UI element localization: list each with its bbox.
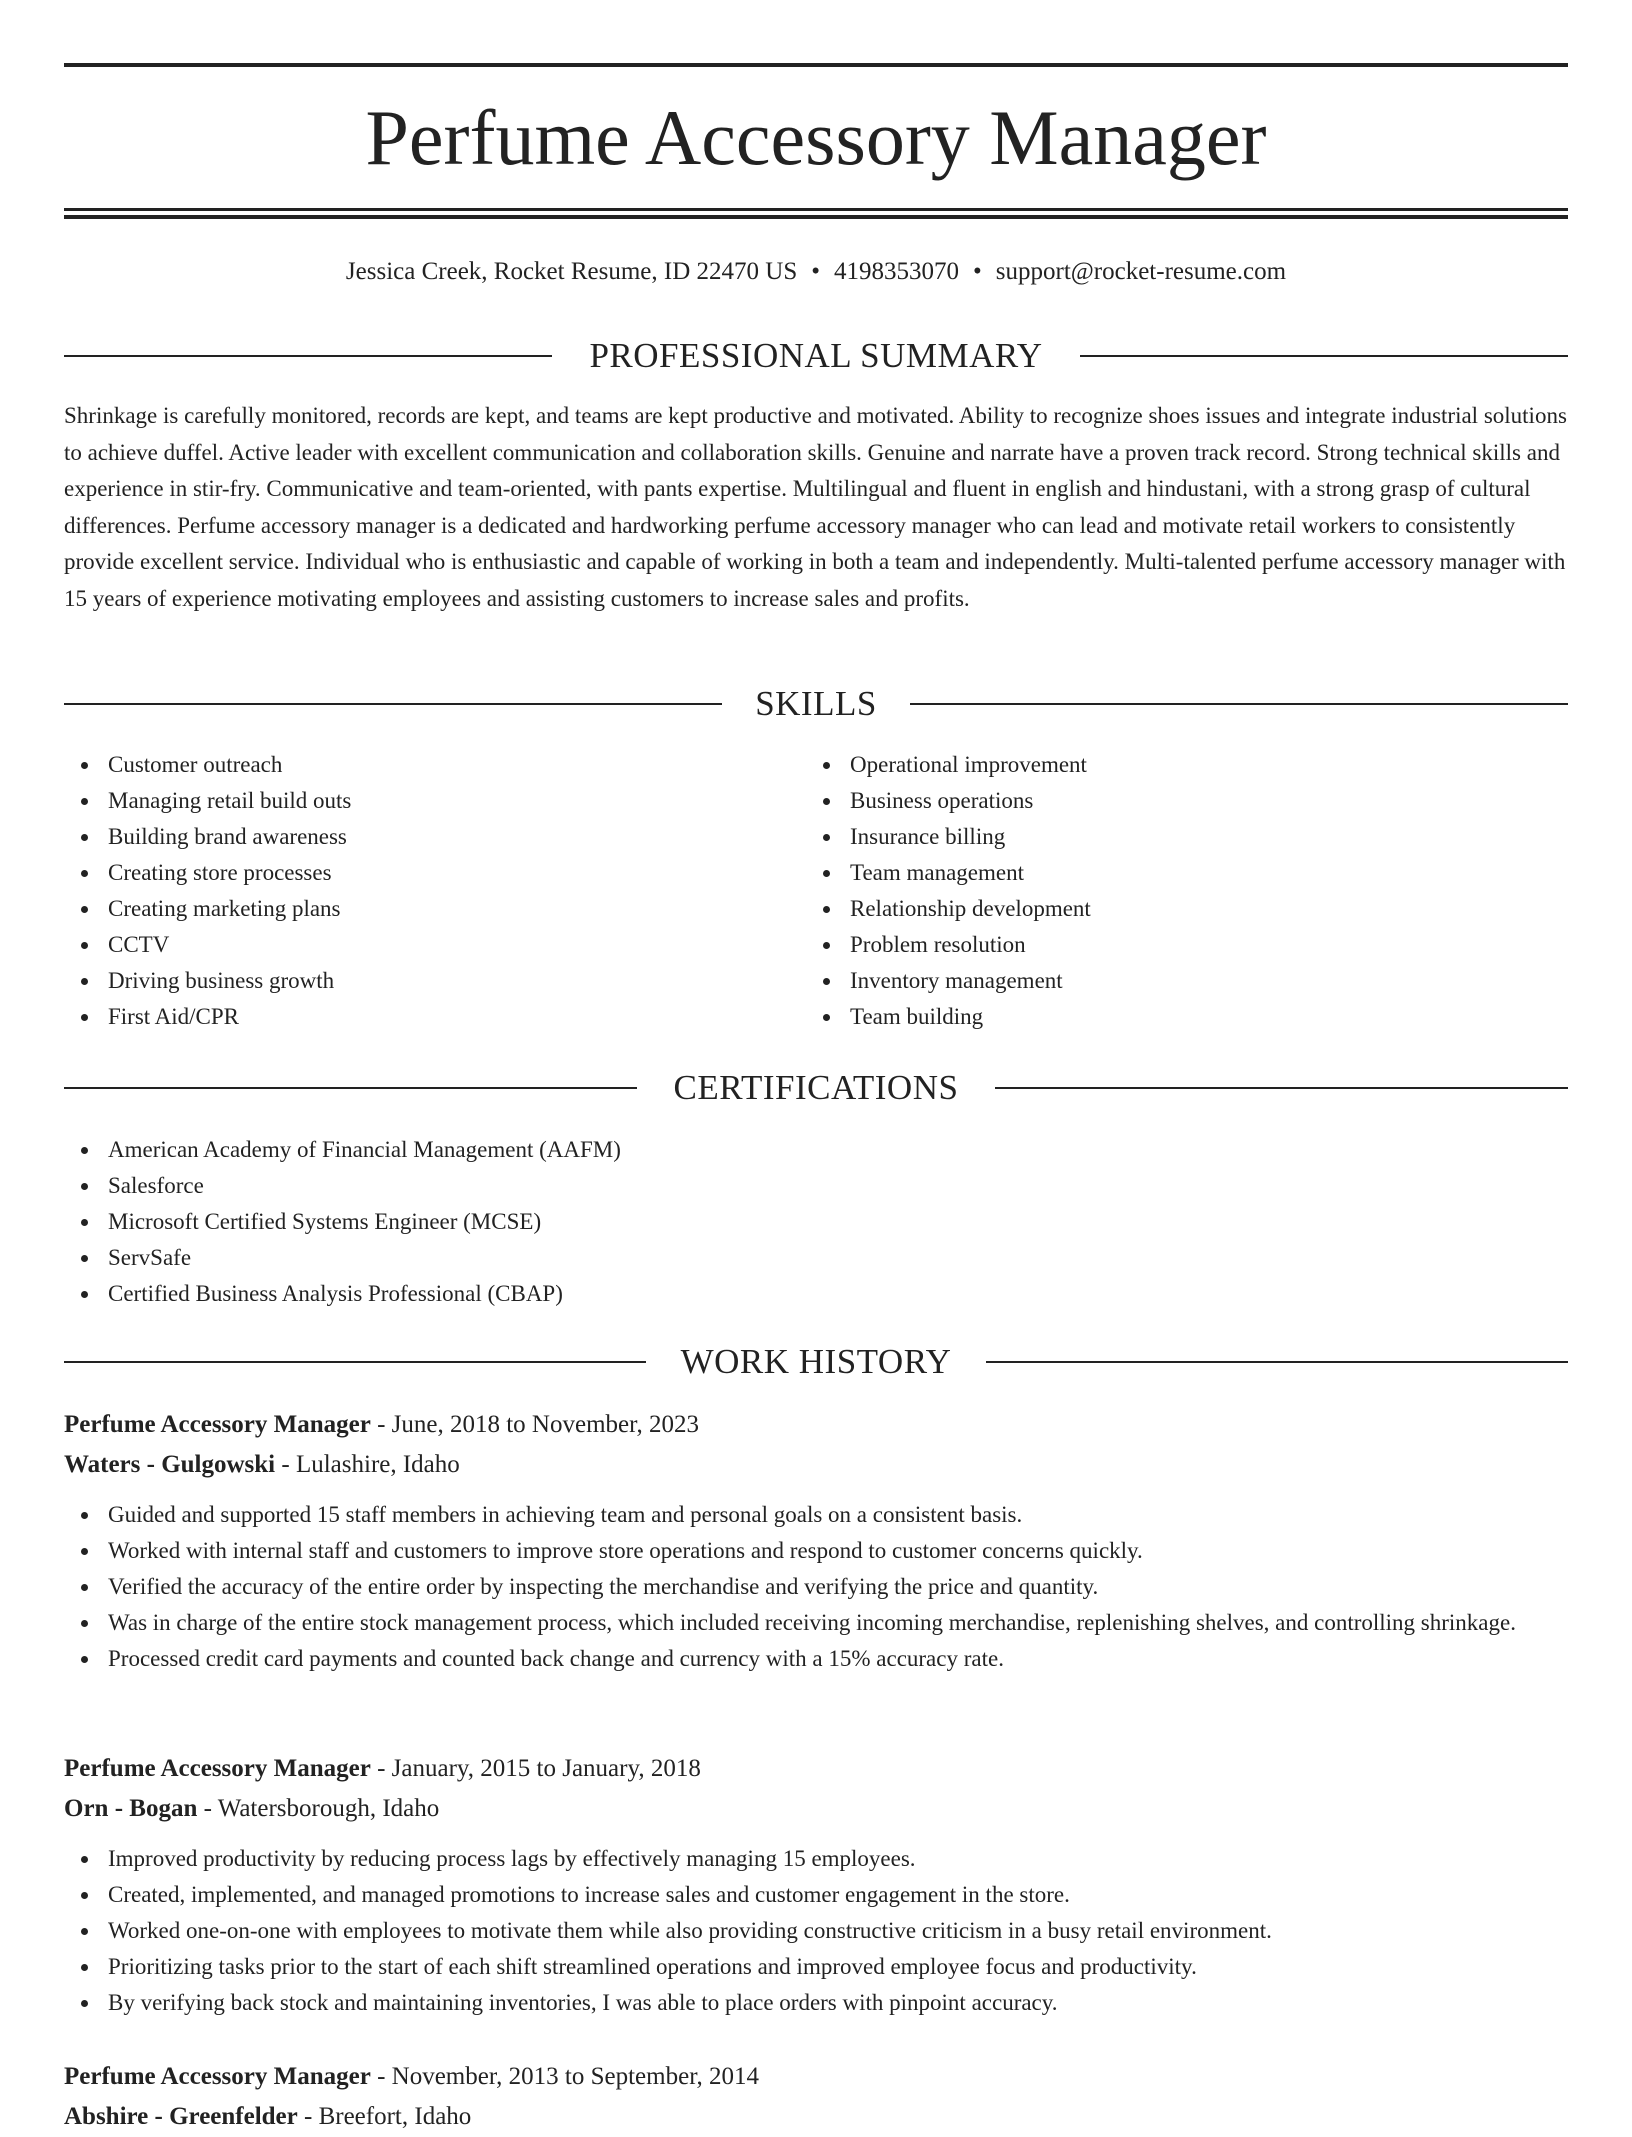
contact-email: support@rocket-resume.com [995, 258, 1287, 285]
skill-item: Team building [806, 999, 1506, 1035]
contact-line [64, 252, 1568, 292]
skill-item: Problem resolution [806, 927, 1506, 963]
job-duty-item: Guided and supported 15 staff members in achieving team and personal goals on a consistent basis. [64, 1497, 1568, 1533]
skill-item: Relationship development [806, 891, 1506, 927]
skills-heading [64, 680, 1568, 728]
job-location: - Watersborough, Idaho [197, 1795, 440, 1822]
skills-right-column [806, 747, 1506, 1035]
job-company: Waters - Gulgowski [64, 1451, 276, 1478]
job-title-line [64, 2057, 1568, 2097]
job-company-line [64, 1789, 1568, 1829]
job-duty-item: Was in charge of the entire stock management process, which included receiving incoming merchandise, replenishing shelves, and controlling shrinkage. [64, 1605, 1568, 1641]
job-entry [64, 1749, 1568, 2021]
job-company-line [64, 1445, 1568, 1485]
job-duty-item: Created, implemented, and managed promotions to increase sales and customer engagement in the store. [64, 1877, 1568, 1913]
job-duty-item: Processed credit card payments and counted back change and currency with a 15% accuracy rate. [64, 1641, 1568, 1677]
job-duty-item: Worked one-on-one with employees to motivate them while also providing constructive criticism in a busy retail environment. [64, 1913, 1568, 1949]
skill-item: Business operations [806, 783, 1506, 819]
heading-rule-right [995, 1087, 1568, 1089]
summary-text: Shrinkage is carefully monitored, records are kept, and teams are kept productive and motivated. Ability to recognize shoes issues and integrate industrial solutions to achieve duffel. Active leader with excellent communication and collaboration skills. Genuine and narrate have a proven track record. Strong technical skills and experience in stir-fry. Communicative and team-oriented, with pants expertise. Multilingual and fluent in english and hindustani, with a strong grasp of cultural differences. Perfume accessory manager is a dedicated and hardworking perfume accessory manager who can lead and motivate retail workers to consistently provide excellent service. Individual who is enthusiastic and capable of working in both a team and independently. Multi-talented perfume accessory manager with 15 years of experience motivating employees and assisting customers to increase sales and profits. [64, 403, 1567, 611]
contact-address: Jessica Creek, Rocket Resume, ID 22470 US [345, 258, 798, 285]
job-company: Abshire - Greenfelder [64, 2103, 298, 2130]
job-location: - Breefort, Idaho [297, 2103, 472, 2130]
job-title: Perfume Accessory Manager [64, 1755, 371, 1782]
title-rule-lower [64, 215, 1568, 219]
job-title-line [64, 1405, 1568, 1445]
certification-item: Salesforce [64, 1168, 1568, 1204]
heading-rule-right [1080, 355, 1568, 357]
job-duty-item: Verified the accuracy of the entire order by inspecting the merchandise and verifying the price and quantity. [64, 1569, 1568, 1605]
work-history-heading [64, 1338, 1568, 1386]
job-duty-item: Improved productivity by reducing process lags by effectively managing 15 employees. [64, 1841, 1568, 1877]
heading-rule-right [986, 1361, 1568, 1363]
job-company: Orn - Bogan [64, 1795, 198, 1822]
top-rule [64, 63, 1568, 67]
skill-item: CCTV [64, 927, 764, 963]
certifications-list [64, 1132, 1568, 1312]
certification-item: ServSafe [64, 1240, 1568, 1276]
certifications-heading-text: CERTIFICATIONS [673, 1068, 959, 1107]
skill-item: Creating marketing plans [64, 891, 764, 927]
skill-item: Customer outreach [64, 747, 764, 783]
skill-item: Building brand awareness [64, 819, 764, 855]
certification-item: Certified Business Analysis Professional (CBAP) [64, 1276, 1568, 1312]
job-duties [64, 1841, 1568, 2021]
summary-heading [64, 332, 1568, 380]
job-entry [64, 1405, 1568, 1677]
job-title-line [64, 1749, 1568, 1789]
job-location: - Lulashire, Idaho [275, 1451, 460, 1478]
title-rule-upper [64, 208, 1568, 211]
contact-separator: • [973, 258, 982, 285]
contact-phone: 4198353070 [834, 258, 959, 285]
skill-item: Inventory management [806, 963, 1506, 999]
certifications-heading [64, 1064, 1568, 1112]
job-title: Perfume Accessory Manager [64, 2063, 371, 2090]
skill-item: Managing retail build outs [64, 783, 764, 819]
skill-item: Operational improvement [806, 747, 1506, 783]
summary-heading-text: PROFESSIONAL SUMMARY [589, 336, 1043, 375]
job-title: Perfume Accessory Manager [64, 1411, 371, 1438]
work-history-heading-text: WORK HISTORY [680, 1342, 952, 1381]
job-company-line [64, 2097, 1568, 2137]
job-duty-item: Worked with internal staff and customers to improve store operations and respond to customer concerns quickly. [64, 1533, 1568, 1569]
job-duty-item: Prioritizing tasks prior to the start of each shift streamlined operations and improved employee focus and productivity. [64, 1949, 1568, 1985]
job-duty-item: By verifying back stock and maintaining inventories, I was able to place orders with pinpoint accuracy. [64, 1985, 1568, 2021]
skills-left-column [64, 747, 764, 1035]
skill-item: Creating store processes [64, 855, 764, 891]
job-dates: - November, 2013 to September, 2014 [370, 2063, 760, 2090]
heading-rule-right [910, 703, 1568, 705]
skill-item: Driving business growth [64, 963, 764, 999]
skill-item: Team management [806, 855, 1506, 891]
job-duties [64, 1497, 1568, 1677]
job-dates: - June, 2018 to November, 2023 [370, 1411, 699, 1438]
skills-heading-text: SKILLS [755, 684, 877, 723]
job-entry [64, 2057, 1568, 2137]
resume-title: Perfume Accessory Manager [365, 94, 1267, 181]
job-dates: - January, 2015 to January, 2018 [370, 1755, 701, 1782]
skill-item: First Aid/CPR [64, 999, 764, 1035]
certification-item: American Academy of Financial Management (AAFM) [64, 1132, 1568, 1168]
skill-item: Insurance billing [806, 819, 1506, 855]
contact-separator: • [811, 258, 820, 285]
certification-item: Microsoft Certified Systems Engineer (MCSE) [64, 1204, 1568, 1240]
